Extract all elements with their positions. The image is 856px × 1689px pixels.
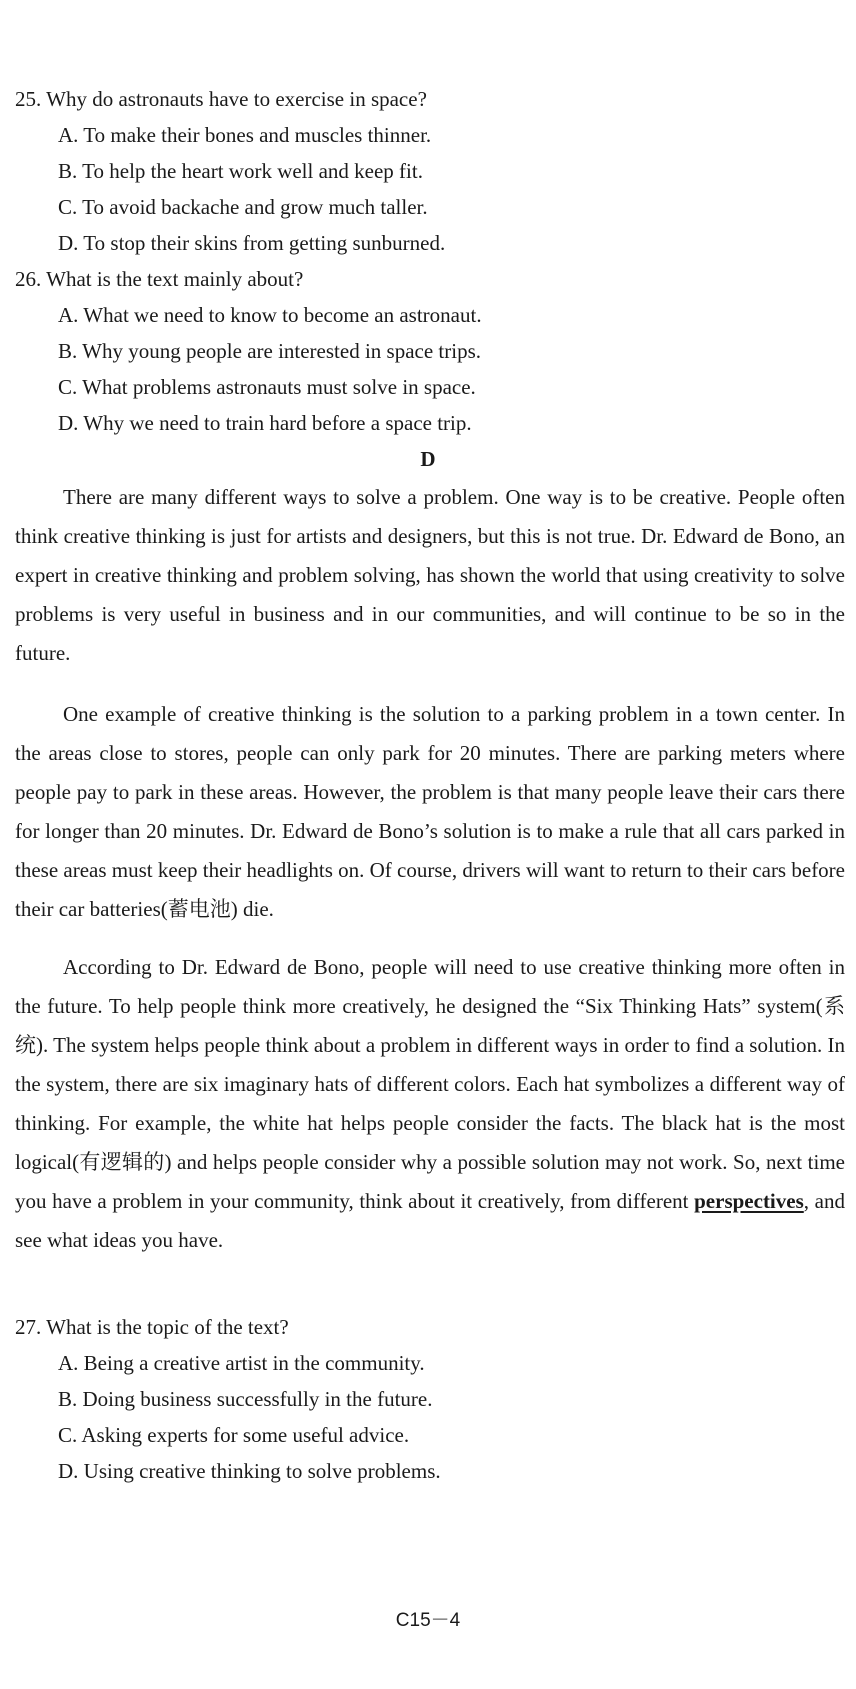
option-text: Doing business successfully in the future. (82, 1387, 433, 1411)
option-letter: D. (58, 1459, 79, 1483)
option-text: To make their bones and muscles thinner. (83, 123, 432, 147)
option-25-c (58, 193, 856, 221)
option-text: To avoid backache and grow much taller. (82, 195, 428, 219)
option-letter: A. (58, 303, 79, 327)
paragraph-text: According to Dr. Edward de Bono, people will need to use creative thinking more often in the future. To help people think more creatively, he designed the “Six Thinking Hats” system(系统). The system helps people think about a problem in different ways in order to find a solution. In the system, there are six imaginary hats of different colors. Each hat symbolizes a different way of thinking. For example, the white hat helps people consider the facts. The black hat is the most logical(有逻辑的) and helps people consider why a possible solution may not work. So, next time you have a problem in your community, think about it creatively, from different (15, 955, 845, 1213)
option-25-a (58, 121, 856, 149)
question-number: 25. (15, 87, 42, 111)
passage-paragraph-1: There are many different ways to solve a problem. One way is to be creative. People often think creative thinking is just for artists and designers, but this is not true. Dr. Edward de Bono, an expert in creative thinking and problem solving, has shown the world that using creativity to solve problems is very useful in business and in our communities, and will continue to be so in the future. (15, 485, 845, 665)
page-number: C15－4 (395, 1610, 461, 1631)
passage-paragraph-3 (15, 948, 845, 1260)
option-26-d (58, 409, 856, 437)
question-27 (15, 1313, 845, 1341)
option-26-a (58, 301, 856, 329)
option-letter: C. (58, 195, 78, 219)
option-text: To help the heart work well and keep fit. (82, 159, 423, 183)
option-text: What we need to know to become an astronaut. (83, 303, 482, 327)
option-letter: D. (58, 231, 79, 255)
section-heading: D (420, 447, 436, 471)
option-26-b (58, 337, 856, 365)
option-27-c (58, 1421, 856, 1449)
option-letter: B. (58, 159, 78, 183)
option-letter: A. (58, 123, 79, 147)
option-letter: B. (58, 1387, 78, 1411)
question-text: What is the text mainly about? (46, 267, 304, 291)
option-text: Asking experts for some useful advice. (81, 1423, 410, 1447)
option-letter: D. (58, 411, 79, 435)
option-text: To stop their skins from getting sunburned. (83, 231, 446, 255)
option-27-a (58, 1349, 856, 1377)
option-text: Why young people are interested in space trips. (82, 339, 482, 363)
option-letter: C. (58, 375, 78, 399)
question-text: Why do astronauts have to exercise in space? (46, 87, 427, 111)
option-text: Why we need to train hard before a space trip. (83, 411, 472, 435)
option-text: What problems astronauts must solve in space. (82, 375, 476, 399)
highlighted-word: perspectives (694, 1189, 804, 1213)
question-number: 27. (15, 1315, 42, 1339)
option-27-d (58, 1457, 856, 1485)
option-25-d (58, 229, 856, 257)
question-26 (15, 265, 845, 293)
option-text: Using creative thinking to solve problems. (83, 1459, 441, 1483)
question-text: What is the topic of the text? (46, 1315, 289, 1339)
option-letter: C. (58, 1423, 78, 1447)
passage-paragraph-2: One example of creative thinking is the solution to a parking problem in a town center. In the areas close to stores, people can only park for 20 minutes. There are parking meters where people pay to park in these areas. However, the problem is that many people leave their cars there for longer than 20 minutes. Dr. Edward de Bono’s solution is to make a rule that all cars parked in these areas must keep their headlights on. Of course, drivers will want to return to their cars before their car batteries(蓄电池) die. (15, 702, 845, 921)
question-number: 26. (15, 267, 42, 291)
option-27-b (58, 1385, 856, 1413)
option-letter: A. (58, 1351, 79, 1375)
option-25-b (58, 157, 856, 185)
option-26-c (58, 373, 856, 401)
option-text: Being a creative artist in the community. (83, 1351, 425, 1375)
option-letter: B. (58, 339, 78, 363)
question-25 (15, 85, 845, 113)
paragraph-text-end: , and see what ideas you have. (15, 1189, 845, 1252)
